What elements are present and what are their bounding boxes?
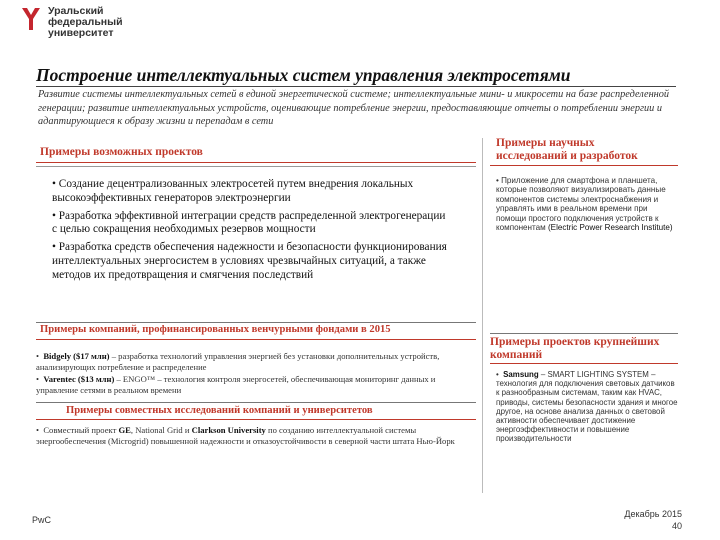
science-heading: Примеры научных исследований и разработок bbox=[496, 137, 638, 162]
page-number: 40 bbox=[671, 521, 682, 531]
company-name: Varentec ($13 млн) bbox=[43, 374, 115, 385]
big-product: – SMART LIGHTING SYSTEM – bbox=[538, 370, 656, 379]
joint-clarkson: Clarkson University bbox=[191, 425, 266, 435]
big-top-rule bbox=[490, 333, 678, 334]
science-text bbox=[496, 176, 676, 232]
companies-heading: Примеры компаний, профинансированных венчурными фондами в 2015 bbox=[40, 324, 391, 335]
title-divider bbox=[36, 86, 676, 87]
logo-line-1: Уральский bbox=[48, 5, 104, 17]
projects-heading-rule bbox=[36, 162, 476, 163]
companies-heading-rule bbox=[36, 339, 476, 340]
joint-ge: GE bbox=[118, 425, 131, 435]
university-name bbox=[48, 6, 123, 39]
companies-top-rule bbox=[36, 322, 476, 323]
project-item: • Создание децентрализованных электросетей путем внедрения локальных высокоэффективных генераторов электроэнергии bbox=[52, 178, 414, 204]
joint-heading: Примеры совместных исследований компаний и университетов bbox=[66, 405, 373, 416]
logo-line-2: федеральный bbox=[48, 16, 123, 28]
joint-pre: Совместный проект bbox=[43, 425, 119, 435]
page-subtitle: Развитие системы интеллектуальных сетей в единой энергетической системе; интеллектуальные мини- и микросети на базе распределенной генерации; развитие интеллектуальных устройств, оценивающие потребление энергии, предоставляющие отчеты о потреблении энергии и адаптирующиеся к образу жизни и перепадам в сети bbox=[38, 89, 670, 127]
ural-university-logo-icon bbox=[20, 6, 42, 32]
column-divider bbox=[482, 138, 483, 493]
footer-date: Декабрь 2015 bbox=[624, 509, 682, 519]
footer-info bbox=[624, 508, 682, 532]
projects-list bbox=[52, 178, 452, 287]
joint-heading-rule bbox=[36, 419, 476, 420]
footer-brand: PwC bbox=[32, 515, 52, 525]
companies-list bbox=[36, 351, 476, 395]
company-item: • Bidgely ($17 млн) – разработка технологий управления энергией без установки дополнительных устройств, анализирующих потребление и распределение bbox=[36, 351, 440, 372]
joint-rest: по созданию интеллектуальной системы энергообеспечения (Microgrid) повышенной надежности и отказоустойчивости в северной части штата Нью-Йорк bbox=[36, 425, 455, 446]
projects-heading-rule-2 bbox=[36, 166, 476, 167]
page-title: Построение интеллектуальных систем управления электросетями bbox=[36, 65, 571, 85]
project-item: • Разработка средств обеспечения надежности и безопасности функционирования интеллектуальных энергосистем в условиях чрезвычайных ситуаций, а также методов их предотвращения и смягчения последствий bbox=[52, 241, 447, 281]
logo-line-3: университет bbox=[48, 27, 114, 39]
big-heading-rule bbox=[490, 363, 678, 364]
joint-text: • Совместный проект GE, National Grid и Clarkson University по созданию интеллектуальной системы энергообеспечения (Microgrid) повышенной надежности и отказоустойчивости в северной части штата Нью-Йорк bbox=[36, 425, 455, 446]
joint-mid: , National Grid и bbox=[130, 425, 192, 435]
big-brand: Samsung bbox=[503, 370, 539, 379]
company-text: – разработка технологий управления энергией без установки дополнительных устройств, анализирующих потребление и распределение bbox=[36, 351, 440, 372]
company-text: – ENGO™ – технология контроля энергосетей, обеспечивающая мониторинг данных и управление сетями в реальном времени bbox=[36, 374, 436, 395]
science-body: • Приложение для смартфона и планшета, которые позволяют визуализировать данные компонентов системы электроснабжения и управлять ими в реальном времени при помощи простого подключения устройств к компонентам bbox=[496, 176, 666, 233]
joint-top-rule bbox=[36, 402, 476, 403]
science-heading-rule bbox=[490, 165, 678, 166]
project-item: • Разработка эффективной интеграции средств распределенной электрогенерации с целью сокращения необходимых резервов мощности bbox=[52, 209, 446, 236]
company-item: • Varentec ($13 млн) – ENGO™ – технология контроля энергосетей, обеспечивающая мониторинг данных и управление сетями в реальном времени bbox=[36, 374, 436, 395]
company-name: Bidgely ($17 млн) bbox=[43, 351, 110, 361]
big-body: технология для подключения световых датчиков к разнообразным системам, таким как HVAC, приводы, системы безопасности здания и многое другое, на основе анализа данных о световой активности обеспечивает достижение энергоэффективности и повышение производительности bbox=[496, 379, 678, 444]
science-org: (Electric Power Research Institute) bbox=[547, 223, 673, 233]
big-heading: Примеры проектов крупнейших компаний bbox=[490, 336, 660, 361]
big-text: • Samsung – SMART LIGHTING SYSTEM – технология для подключения световых датчиков к разнообразным системам, таким как HVAC, приводы, системы безопасности здания и многое другое, на основе анализа данных о световой активности обеспечивает достижение энергоэффективности и повышение производительности bbox=[496, 370, 678, 444]
projects-heading: Примеры возможных проектов bbox=[40, 146, 203, 158]
